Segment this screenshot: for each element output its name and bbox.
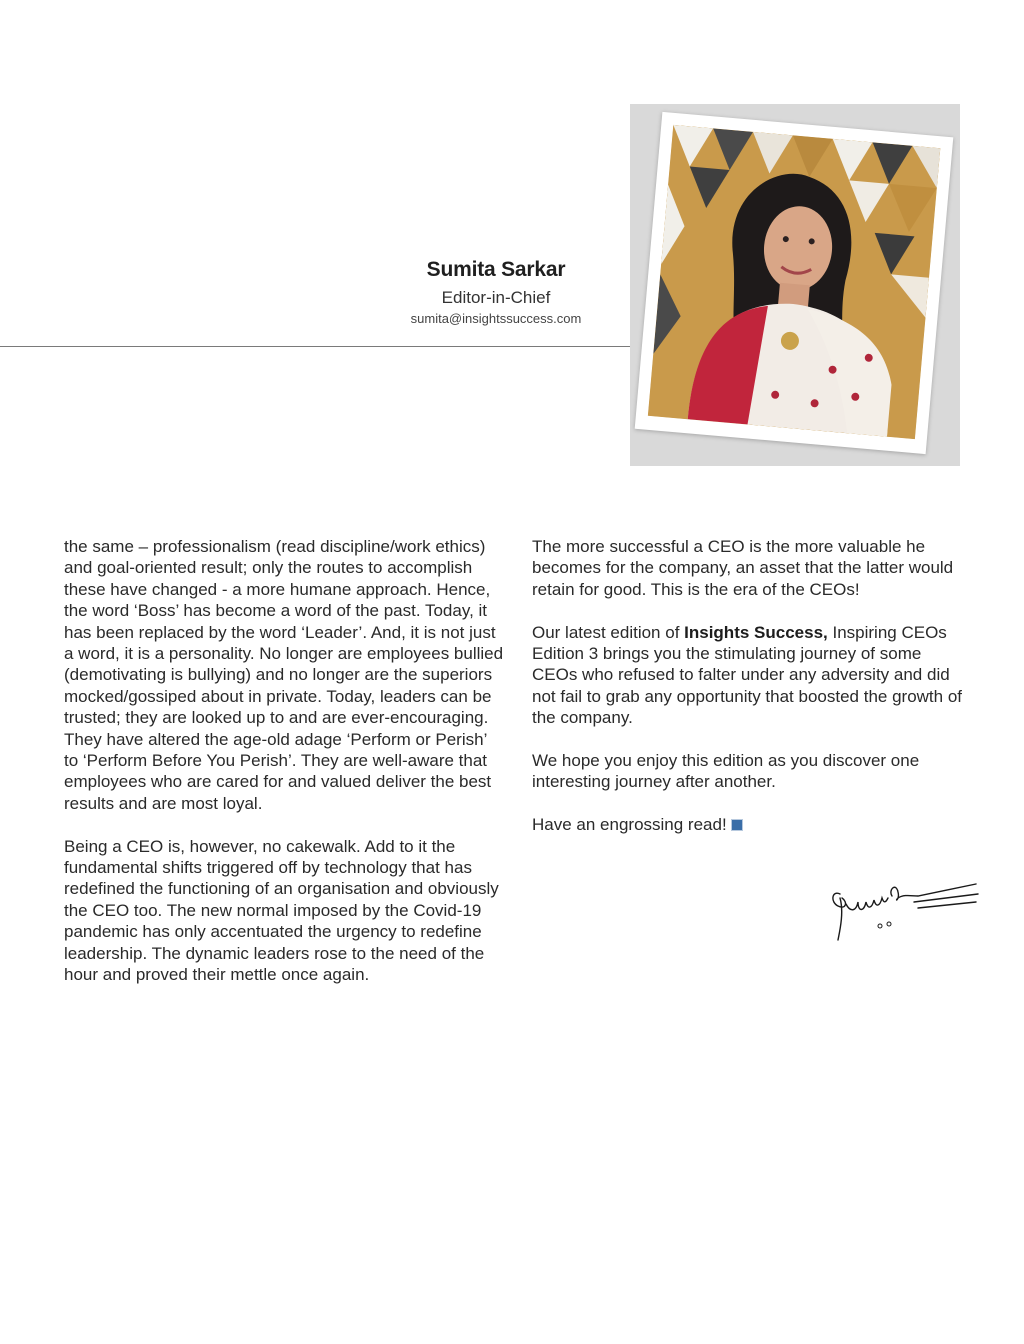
left-paragraph-1: the same – professionalism (read discipline/work ethics) and goal-oriented result; only the routes to accomplish these have changed - a more humane approach. Hence, the word ‘Boss’ has become a word of the past. Today, it has been replaced by the word ‘Leader’. And, it is not just a word, it is a personality. No longer are employees bullied (demotivating is bullying) and no longer are the superiors mocked/gossiped about in private. Today, leaders can be trusted; they are looked up to and are ever-encouraging. They have altered the age-old adage ‘Perform or Perish’ to ‘Perform Before You Perish’. They are well-aware that employees who are cared for and valued deliver the best results and are most loyal. [64,537,504,813]
author-photo-frame [635,112,954,454]
magazine-name: Insights Success, [684,622,828,642]
right-paragraph-4 [532,814,962,835]
right-paragraph-1: The more successful a CEO is the more valuable he becomes for the company, an asset that the latter would retain for good. This is the era of the CEOs! [532,537,954,599]
left-paragraph-2: Being a CEO is, however, no cakewalk. Add to it the fundamental shifts triggered off by technology that has redefined the functioning of an organisation and obviously the CEO too. The new normal imposed by the Covid-19 pandemic has only accentuated the urgency to redefine leadership. The dynamic leaders rose to the need of the hour and proved their mettle once again. [64,836,499,985]
signature-image [826,872,982,944]
right-column [532,536,962,857]
right-paragraph-2 [532,622,962,729]
divider-line [0,346,646,347]
closing-line: Have an engrossing read! [532,815,727,835]
magazine-icon [731,819,743,831]
author-block [380,258,612,326]
author-photo [648,125,940,439]
paragraph-text: Our latest edition of [532,622,685,642]
author-email: sumita@insightssuccess.com [410,311,582,326]
author-role: Editor-in-Chief [441,288,551,307]
left-column [64,536,504,1007]
portrait-illustration [648,125,940,439]
paragraph-text: Inspiring CEOs Edition 3 brings you the stimulating journey of some CEOs who refused to falter under any adversity and did not fail to grab any opportunity that boosted the growth of the company. [532,622,963,728]
author-name: Sumita Sarkar [426,258,566,281]
right-paragraph-3: We hope you enjoy this edition as you discover one interesting journey after another. [532,751,920,792]
